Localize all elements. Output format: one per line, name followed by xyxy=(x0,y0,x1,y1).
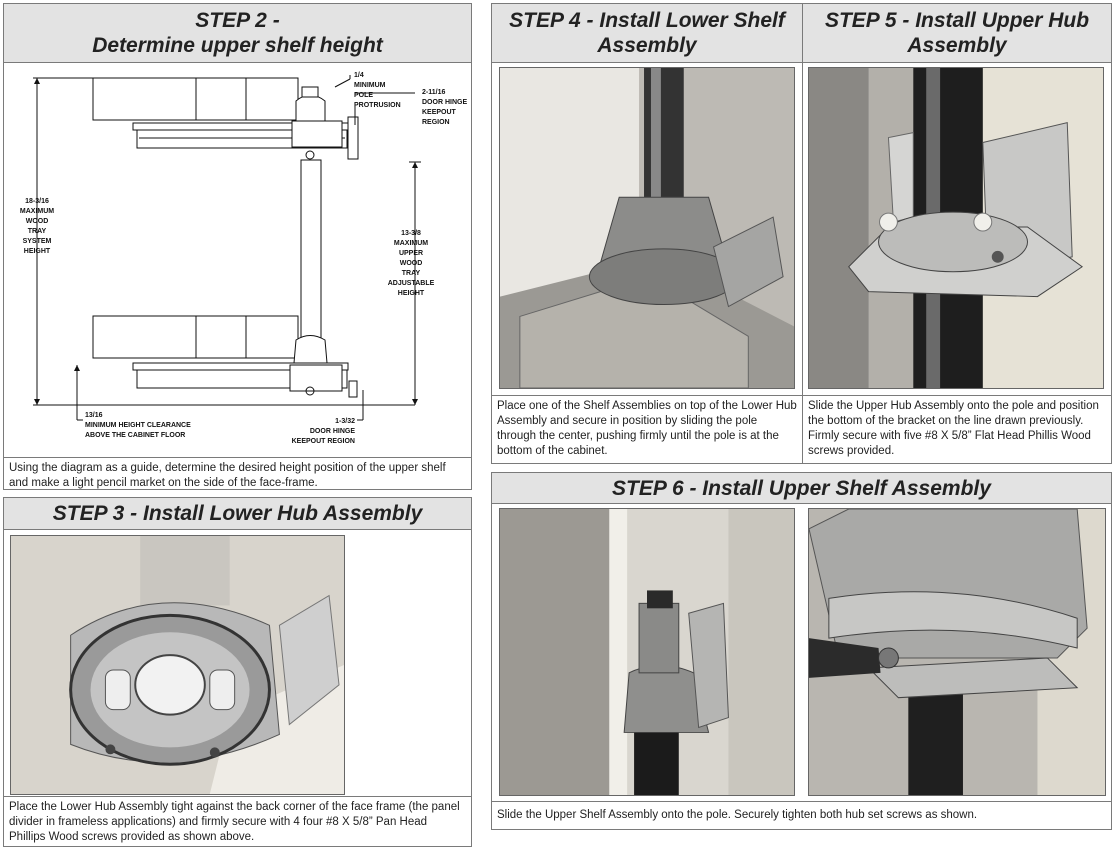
max-upper-tray-l1: MAXIMUM xyxy=(393,240,429,247)
max-upper-tray-l4: TRAY xyxy=(401,270,421,277)
max-wood-tray-l4: SYSTEM xyxy=(22,238,52,245)
step6-caption: Slide the Upper Shelf Assembly onto the pole. Securely tighten both hub set screws as shown. xyxy=(492,801,1111,829)
shelf-height-diagram xyxy=(5,65,474,457)
door-hinge-bottom-l0: 1-3/32 xyxy=(335,418,355,425)
max-wood-tray-l3: TRAY xyxy=(27,228,47,235)
door-hinge-top-l1: DOOR HINGE xyxy=(422,99,468,106)
min-pole-protrusion-l2: POLE xyxy=(354,92,374,99)
min-clearance-l2: ABOVE THE CABINET FLOOR xyxy=(85,432,186,439)
step4-photo-lower-shelf xyxy=(499,67,795,389)
max-upper-tray-l3: WOOD xyxy=(399,260,423,267)
door-hinge-top-l3: REGION xyxy=(422,119,450,126)
step5-title: STEP 5 - Install Upper Hub Assembly xyxy=(803,4,1111,63)
max-wood-tray-l1: MAXIMUM xyxy=(19,208,55,215)
step6-photo-set-screw xyxy=(808,508,1106,796)
step2-panel xyxy=(3,3,472,490)
min-pole-protrusion-l3: PROTRUSION xyxy=(354,102,401,109)
door-hinge-bottom-l1: DOOR HINGE xyxy=(309,428,355,435)
step4-caption: Place one of the Shelf Assemblies on top of the Lower Hub Assembly and secure in position by sliding the pole through the center, pushing firmly until the pole is at the bottom of the cabinet. xyxy=(492,395,802,463)
max-wood-tray-l2: WOOD xyxy=(25,218,49,225)
door-hinge-top-l0: 2-11/16 xyxy=(422,89,446,96)
max-upper-tray-l6: HEIGHT xyxy=(397,290,425,297)
step3-title: STEP 3 - Install Lower Hub Assembly xyxy=(4,498,471,530)
step6-title: STEP 6 - Install Upper Shelf Assembly xyxy=(492,473,1111,504)
step6-panel xyxy=(491,472,1112,830)
step5-caption: Slide the Upper Hub Assembly onto the pole and position the bottom of the bracket on the line drawn previously. Firmly secure with five #8 X 5/8” Flat Head Phillis Wood screws provided. xyxy=(803,395,1111,463)
step4-title: STEP 4 - Install Lower Shelf Assembly xyxy=(492,4,802,63)
max-wood-tray-l5: HEIGHT xyxy=(23,248,51,255)
step3-photo-lower-hub xyxy=(10,535,345,795)
min-clearance-l0: 13/16 xyxy=(85,412,103,419)
step5-photo-upper-hub xyxy=(808,67,1104,389)
door-hinge-top-l2: KEEPOUT xyxy=(422,109,456,116)
step6-photo-shelf-on-pole xyxy=(499,508,795,796)
step2-caption: Using the diagram as a guide, determine the desired height position of the upper shelf and make a light pencil market on the side of the face-frame. xyxy=(4,457,471,489)
min-pole-protrusion-l1: MINIMUM xyxy=(354,82,386,89)
max-upper-tray-l2: UPPER xyxy=(398,250,424,257)
min-pole-protrusion-l0: 1/4 xyxy=(354,72,364,79)
door-hinge-bottom-l2: KEEPOUT REGION xyxy=(291,438,355,445)
min-clearance-l1: MINIMUM HEIGHT CLEARANCE xyxy=(85,422,191,429)
max-upper-tray-l0: 13-3/8 xyxy=(401,230,421,237)
step2-title: STEP 2 - Determine upper shelf height xyxy=(4,4,471,63)
max-wood-tray-l0: 18-3/16 xyxy=(25,198,49,205)
step3-panel xyxy=(3,497,472,847)
steps-4-5-panel xyxy=(491,3,1112,464)
max-upper-tray-l5: ADJUSTABLE xyxy=(387,280,435,287)
step3-caption: Place the Lower Hub Assembly tight against the back corner of the face frame (the panel divider in frameless applications) and firmly secure with 4 four #8 X 5/8” Pan Head Phillips Wood screws provided as shown above. xyxy=(4,796,471,846)
